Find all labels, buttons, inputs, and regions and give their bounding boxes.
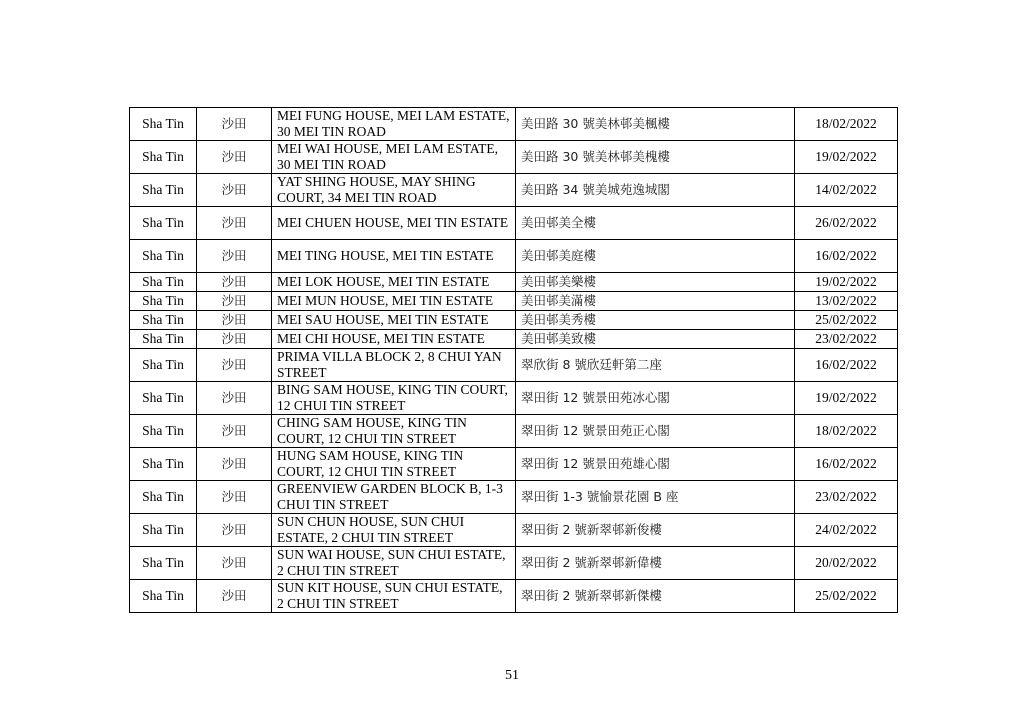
district-zh-cell: 沙田: [197, 141, 272, 174]
district-en-cell: Sha Tin: [130, 240, 197, 273]
district-en-cell: Sha Tin: [130, 108, 197, 141]
table-row: [130, 514, 898, 547]
address-en-cell: SUN WAI HOUSE, SUN CHUI ESTATE, 2 CHUI TIN STREET: [272, 547, 516, 580]
table-row: [130, 580, 898, 613]
district-en-cell: Sha Tin: [130, 141, 197, 174]
address-en-cell: HUNG SAM HOUSE, KING TIN COURT, 12 CHUI TIN STREET: [272, 448, 516, 481]
district-en-cell: Sha Tin: [130, 311, 197, 330]
date-cell: 20/02/2022: [795, 547, 898, 580]
date-cell: 19/02/2022: [795, 273, 898, 292]
address-zh-cell: 翠田街 2 號新翠邨新傑樓: [516, 580, 795, 613]
address-zh-cell: 美田邨美秀樓: [516, 311, 795, 330]
address-zh-cell: 翠欣街 8 號欣廷軒第二座: [516, 349, 795, 382]
date-cell: 13/02/2022: [795, 292, 898, 311]
address-en-cell: MEI MUN HOUSE, MEI TIN ESTATE: [272, 292, 516, 311]
district-zh-cell: 沙田: [197, 415, 272, 448]
date-cell: 16/02/2022: [795, 349, 898, 382]
address-zh-cell: 翠田街 12 號景田苑正心閣: [516, 415, 795, 448]
address-zh-cell: 美田邨美滿樓: [516, 292, 795, 311]
address-en-cell: BING SAM HOUSE, KING TIN COURT, 12 CHUI TIN STREET: [272, 382, 516, 415]
table-row: [130, 330, 898, 349]
date-cell: 19/02/2022: [795, 141, 898, 174]
date-cell: 19/02/2022: [795, 382, 898, 415]
district-en-cell: Sha Tin: [130, 547, 197, 580]
address-zh-cell: 美田邨美全樓: [516, 207, 795, 240]
address-zh-cell: 美田路 34 號美城苑逸城閣: [516, 174, 795, 207]
address-en-cell: PRIMA VILLA BLOCK 2, 8 CHUI YAN STREET: [272, 349, 516, 382]
date-cell: 25/02/2022: [795, 311, 898, 330]
table-row: [130, 311, 898, 330]
district-zh-cell: 沙田: [197, 514, 272, 547]
date-cell: 16/02/2022: [795, 240, 898, 273]
district-en-cell: Sha Tin: [130, 448, 197, 481]
date-cell: 26/02/2022: [795, 207, 898, 240]
address-en-cell: MEI WAI HOUSE, MEI LAM ESTATE, 30 MEI TIN ROAD: [272, 141, 516, 174]
district-en-cell: Sha Tin: [130, 292, 197, 311]
district-zh-cell: 沙田: [197, 382, 272, 415]
table-row: [130, 547, 898, 580]
district-en-cell: Sha Tin: [130, 207, 197, 240]
address-en-cell: SUN KIT HOUSE, SUN CHUI ESTATE, 2 CHUI TIN STREET: [272, 580, 516, 613]
address-zh-cell: 翠田街 2 號新翠邨新俊樓: [516, 514, 795, 547]
date-cell: 14/02/2022: [795, 174, 898, 207]
date-cell: 23/02/2022: [795, 330, 898, 349]
table-row: [130, 207, 898, 240]
address-zh-cell: 翠田街 12 號景田苑冰心閣: [516, 382, 795, 415]
district-zh-cell: 沙田: [197, 207, 272, 240]
table-row: [130, 240, 898, 273]
address-en-cell: CHING SAM HOUSE, KING TIN COURT, 12 CHUI TIN STREET: [272, 415, 516, 448]
table-row: [130, 174, 898, 207]
address-zh-cell: 翠田街 1-3 號愉景花園 B 座: [516, 481, 795, 514]
district-zh-cell: 沙田: [197, 547, 272, 580]
address-table: [129, 107, 898, 613]
table-row: [130, 273, 898, 292]
table-row: [130, 292, 898, 311]
district-zh-cell: 沙田: [197, 448, 272, 481]
district-en-cell: Sha Tin: [130, 174, 197, 207]
address-zh-cell: 美田路 30 號美林邨美楓樓: [516, 108, 795, 141]
table-row: [130, 108, 898, 141]
table-body: [130, 108, 898, 613]
address-en-cell: MEI CHUEN HOUSE, MEI TIN ESTATE: [272, 207, 516, 240]
address-zh-cell: 美田邨美樂樓: [516, 273, 795, 292]
page-number: 51: [505, 668, 519, 683]
table-row: [130, 415, 898, 448]
table-row: [130, 349, 898, 382]
district-en-cell: Sha Tin: [130, 415, 197, 448]
date-cell: 18/02/2022: [795, 108, 898, 141]
table-row: [130, 382, 898, 415]
district-zh-cell: 沙田: [197, 481, 272, 514]
date-cell: 18/02/2022: [795, 415, 898, 448]
table-row: [130, 481, 898, 514]
date-cell: 24/02/2022: [795, 514, 898, 547]
district-zh-cell: 沙田: [197, 292, 272, 311]
address-zh-cell: 美田邨美庭樓: [516, 240, 795, 273]
address-zh-cell: 美田路 30 號美林邨美槐樓: [516, 141, 795, 174]
address-en-cell: GREENVIEW GARDEN BLOCK B, 1-3 CHUI TIN STREET: [272, 481, 516, 514]
address-en-cell: SUN CHUN HOUSE, SUN CHUI ESTATE, 2 CHUI TIN STREET: [272, 514, 516, 547]
table-row: [130, 141, 898, 174]
district-zh-cell: 沙田: [197, 330, 272, 349]
address-en-cell: MEI TING HOUSE, MEI TIN ESTATE: [272, 240, 516, 273]
district-zh-cell: 沙田: [197, 174, 272, 207]
district-zh-cell: 沙田: [197, 311, 272, 330]
district-en-cell: Sha Tin: [130, 330, 197, 349]
address-en-cell: MEI FUNG HOUSE, MEI LAM ESTATE, 30 MEI TIN ROAD: [272, 108, 516, 141]
address-en-cell: MEI SAU HOUSE, MEI TIN ESTATE: [272, 311, 516, 330]
address-en-cell: YAT SHING HOUSE, MAY SHING COURT, 34 MEI TIN ROAD: [272, 174, 516, 207]
district-zh-cell: 沙田: [197, 580, 272, 613]
table-row: [130, 448, 898, 481]
district-zh-cell: 沙田: [197, 273, 272, 292]
district-en-cell: Sha Tin: [130, 580, 197, 613]
date-cell: 23/02/2022: [795, 481, 898, 514]
address-zh-cell: 美田邨美致樓: [516, 330, 795, 349]
district-en-cell: Sha Tin: [130, 273, 197, 292]
date-cell: 16/02/2022: [795, 448, 898, 481]
district-en-cell: Sha Tin: [130, 481, 197, 514]
district-zh-cell: 沙田: [197, 349, 272, 382]
district-en-cell: Sha Tin: [130, 514, 197, 547]
district-en-cell: Sha Tin: [130, 349, 197, 382]
district-zh-cell: 沙田: [197, 108, 272, 141]
address-en-cell: MEI CHI HOUSE, MEI TIN ESTATE: [272, 330, 516, 349]
address-zh-cell: 翠田街 2 號新翠邨新偉樓: [516, 547, 795, 580]
address-en-cell: MEI LOK HOUSE, MEI TIN ESTATE: [272, 273, 516, 292]
district-en-cell: Sha Tin: [130, 382, 197, 415]
address-zh-cell: 翠田街 12 號景田苑雄心閣: [516, 448, 795, 481]
district-zh-cell: 沙田: [197, 240, 272, 273]
date-cell: 25/02/2022: [795, 580, 898, 613]
